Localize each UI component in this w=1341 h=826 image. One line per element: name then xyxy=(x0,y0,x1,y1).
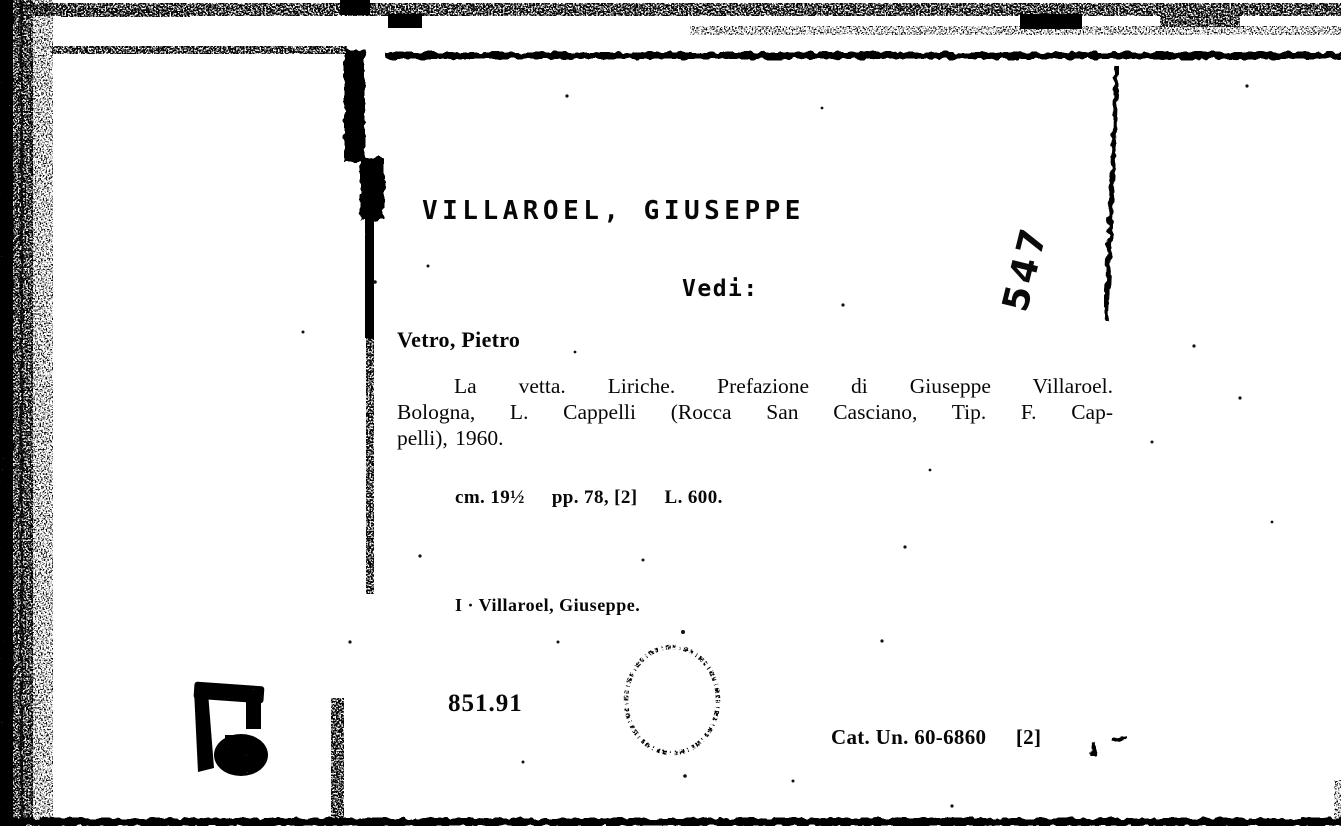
tracing-line: I · Villaroel, Giuseppe. xyxy=(455,595,641,615)
catalog-number: Cat. Un. 60-6860 xyxy=(831,725,987,749)
right-edge-noise xyxy=(1334,780,1341,820)
oval-stamp-icon xyxy=(626,647,718,753)
collation-pages: pp. 78, [2] xyxy=(551,487,638,508)
left-edge-noise-band xyxy=(0,0,53,826)
card-right-rule xyxy=(1106,66,1117,322)
ink-stamp-icon xyxy=(193,682,268,776)
copy-mark: [2] xyxy=(1015,725,1042,749)
card-left-edge-bar xyxy=(331,50,384,822)
bottom-edge-bar xyxy=(0,818,1341,826)
call-number: 851.91 xyxy=(448,690,523,717)
description-line: pelli), 1960. xyxy=(397,425,504,450)
stray-marks xyxy=(1092,736,1127,755)
card-heading: VILLAROEL, GIUSEPPE xyxy=(422,196,805,226)
bibliographic-description xyxy=(397,374,1113,451)
accession-number-stamp: 547 xyxy=(995,221,1057,316)
description-line: Bologna, L. Cappelli (Rocca San Casciano, Tip. F. Cap- xyxy=(397,399,1113,424)
description-line: La vetta. Liriche. Prefazione di Giuseppe Villaroel. xyxy=(454,374,1113,398)
collation-price: L. 600. xyxy=(664,487,723,508)
card-top-border xyxy=(52,46,1341,59)
collation-size: cm. 19½ xyxy=(455,487,525,508)
collation-line xyxy=(455,487,723,509)
see-reference-label: Vedi: xyxy=(682,276,759,302)
top-edge-noise-band xyxy=(0,0,1341,35)
referred-author-heading: Vetro, Pietro xyxy=(397,327,521,352)
catalog-number-line xyxy=(831,725,1041,750)
